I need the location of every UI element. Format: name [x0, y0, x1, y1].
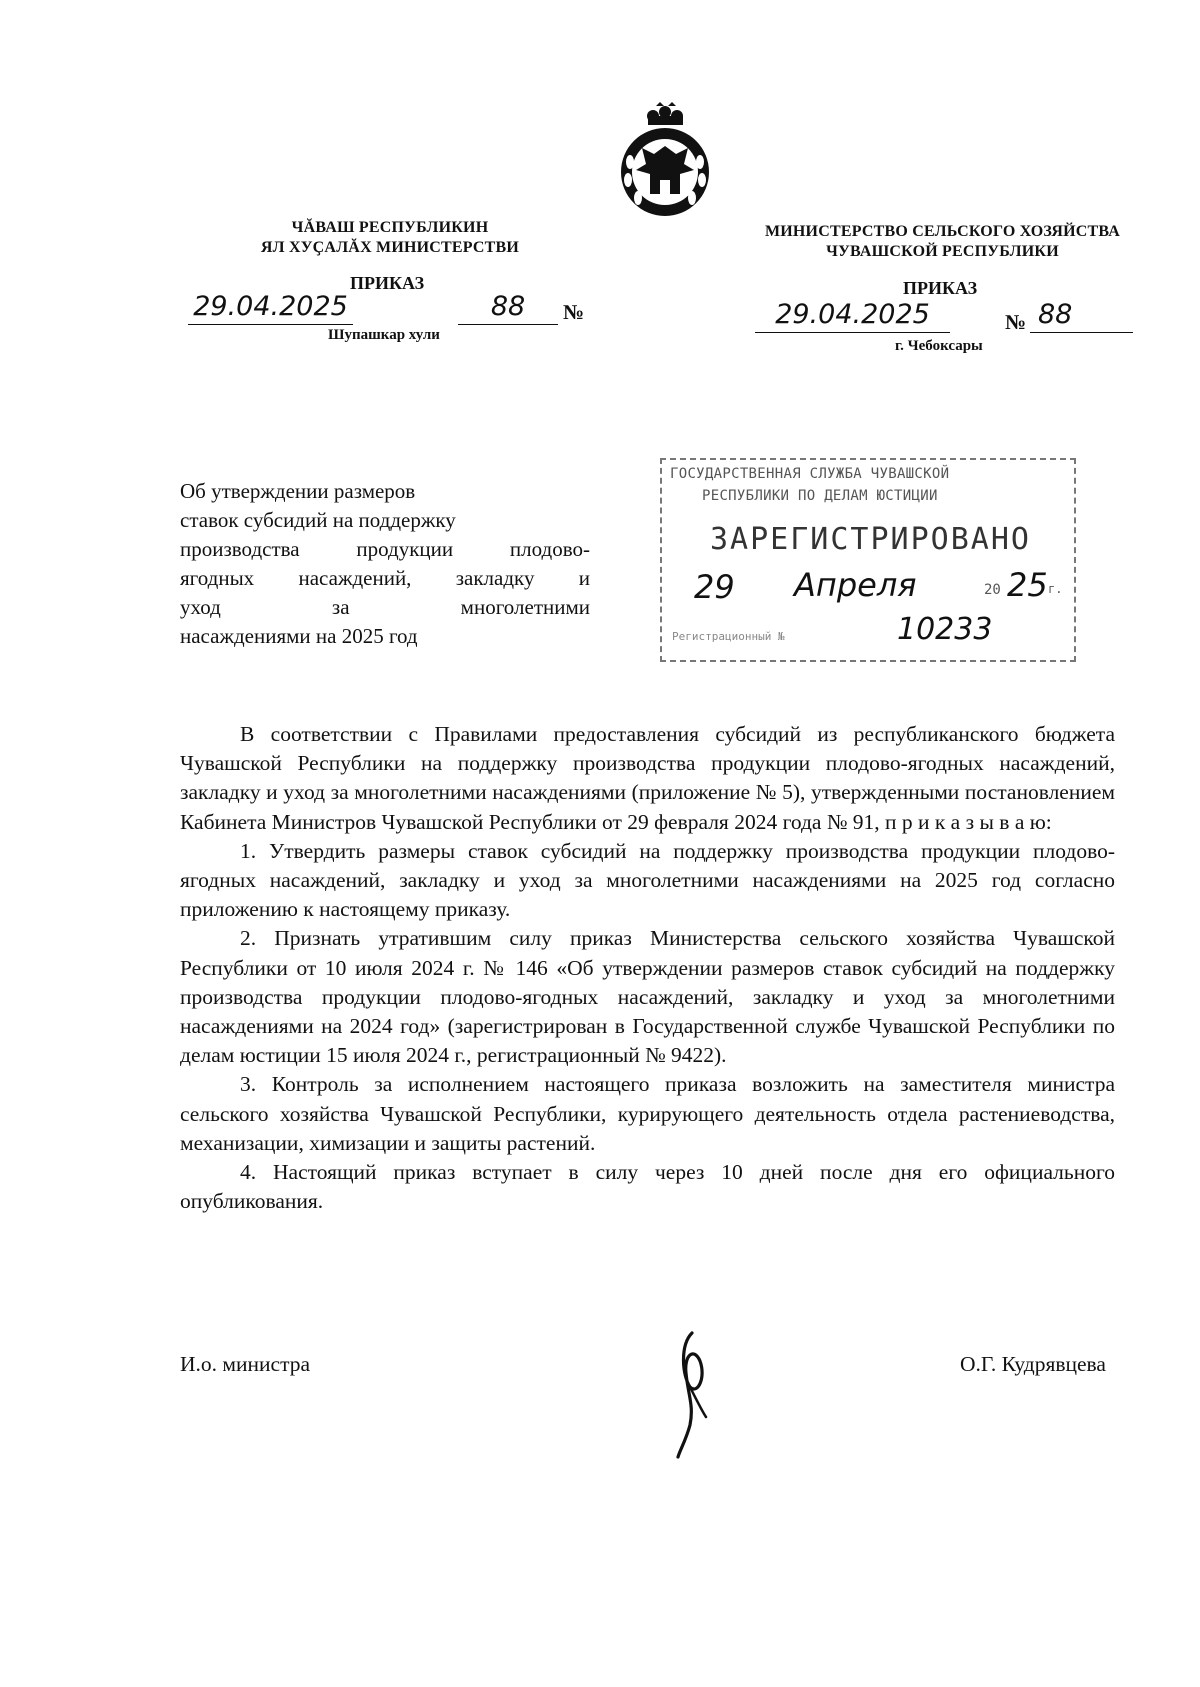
left-city: Шупашкар хули [328, 327, 440, 343]
title-line: уход за многолетними [180, 595, 590, 619]
right-header [760, 222, 1125, 262]
body-preamble: В соответствии с Правилами предоставления субсидий из республиканского бюджета Чувашской Республики на поддержку производства продукции плодово-ягодных насаждений, закладку и уход за многолетними насаждениями (приложение № 5), утвержденными постановлением Кабинета Министров Чувашской Республики от 29 февраля 2024 года № 91, п р и к а з ы в а ю: [180, 722, 1115, 834]
right-number-sign: № [1005, 310, 1027, 334]
handwritten-signature [640, 1325, 730, 1460]
title-line: ягодных насаждений, закладку и [180, 566, 590, 590]
stamp-year-prefix: 20 [984, 582, 1001, 598]
stamp-year-letter: г. [1048, 582, 1063, 596]
stamp-year-suffix: 25 [1007, 566, 1048, 604]
stamp-month: Апреля [794, 566, 917, 604]
title-line: Об утверждении размеров [180, 479, 416, 503]
right-order-number: 88 [1030, 298, 1133, 333]
title-line: ставок субсидий на поддержку [180, 508, 456, 532]
stamp-reg-number: 10233 [897, 612, 993, 647]
document-title [180, 477, 590, 651]
signatory-name: О.Г. Кудрявцева [960, 1352, 1106, 1376]
left-header [235, 218, 545, 258]
title-line: насаждениями на 2025 год [180, 624, 418, 648]
title-line: производства продукции плодово- [180, 537, 590, 561]
left-order-number: 88 [458, 290, 558, 325]
coat-of-arms-emblem [608, 102, 723, 220]
signatory-position: И.о. министра [180, 1352, 311, 1376]
stamp-registered: ЗАРЕГИСТРИРОВАНО [710, 522, 1031, 557]
stamp-reg-label: Регистрационный № [672, 630, 785, 643]
right-order-date: 29.04.2025 [755, 298, 950, 333]
body-item-3: 3. Контроль за исполнением настоящего приказа возложить на заместителя министра сельского хозяйства Чувашской Республики, курирующего деятельность отдела растениеводства, механизации, химизации и защиты растений. [180, 1072, 1115, 1155]
left-order-date: 29.04.2025 [188, 290, 353, 325]
stamp-day: 29 [694, 568, 735, 606]
stamp-line2: РЕСПУБЛИКИ ПО ДЕЛАМ ЮСТИЦИИ [702, 488, 938, 504]
stamp-line1: ГОСУДАРСТВЕННАЯ СЛУЖБА ЧУВАШСКОЙ [670, 466, 950, 482]
document-body [180, 720, 1115, 1216]
left-header-line1: ЧĂВАШ РЕСПУБЛИКИН [291, 219, 489, 236]
left-order-word: ПРИКАЗ [350, 273, 425, 293]
left-number-sign: № [563, 300, 585, 324]
right-order-word: ПРИКАЗ [903, 278, 978, 298]
right-header-line1: МИНИСТЕРСТВО СЕЛЬСКОГО ХОЗЯЙСТВА [764, 223, 1121, 240]
body-item-4: 4. Настоящий приказ вступает в силу через 10 дней после дня его официального опубликования. [180, 1160, 1115, 1214]
right-header-line2: ЧУВАШСКОЙ РЕСПУБЛИКИ [826, 243, 1059, 260]
right-city: г. Чебоксары [895, 338, 983, 354]
registration-stamp [660, 458, 1076, 662]
left-header-line2: ЯЛ ХУҪАЛĂХ МИНИСТЕРСТВИ [260, 239, 520, 256]
body-item-2: 2. Признать утратившим силу приказ Министерства сельского хозяйства Чувашской Республики от 10 июля 2024 г. № 146 «Об утверждении размеров ставок субсидий на поддержку производства продукции плодово-ягодных насаждений, закладку и уход за многолетними насаждениями на 2024 год» (зарегистрирован в Государственной службе Чувашской Республики по делам юстиции 15 июля 2024 г., регистрационный № 9422). [180, 926, 1115, 1068]
body-item-1: 1. Утвердить размеры ставок субсидий на поддержку производства продукции плодово-ягодных насаждений, закладку и уход за многолетними насаждениями на 2025 год согласно приложению к настоящему приказу. [180, 838, 1115, 922]
